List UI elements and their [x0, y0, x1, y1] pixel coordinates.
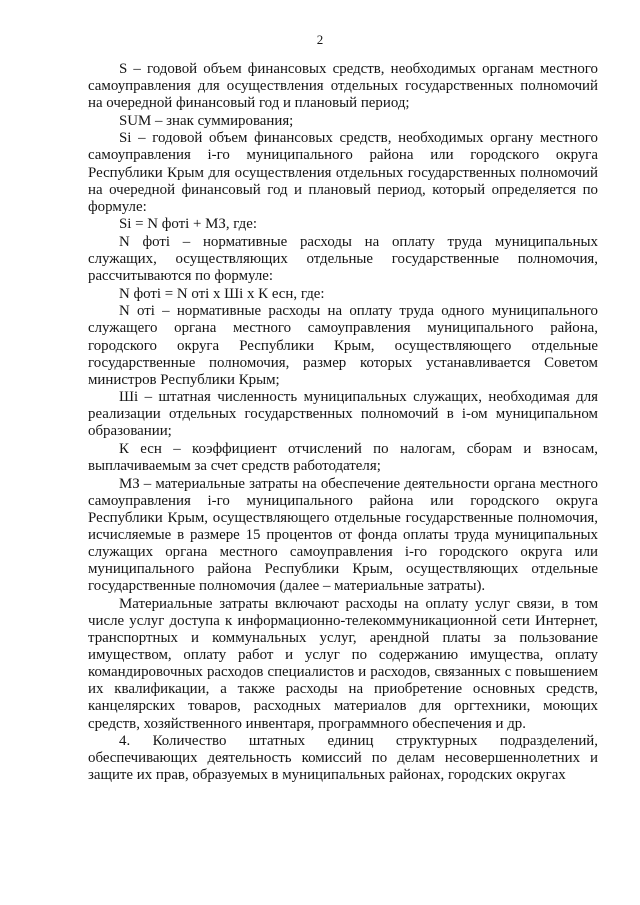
paragraph-mz-definition: МЗ – материальные затраты на обеспечение деятельности органа местного самоуправления i-го муниципального района или городского округа Республики Крым, осуществляющего отдельные государственные полномочия, исчисляемые в размере 15 процентов от фонда оплаты труда муниципальных служащих органа местного самоуправления i-го городского округа или муниципального района Республики Крым, осуществляющих отдельные государственные полномочия (далее – материальные затраты).	[88, 475, 598, 595]
paragraph-sum-definition: SUM – знак суммирования;	[119, 112, 294, 129]
paragraph-n-oti-definition: N оті – нормативные расходы на оплату труда одного муниципального служащего органа местного самоуправления муниципального района, городского округа Республики Крым, осуществляющего отдельные государственные полномочия, размер которых устанавливается Советом министров Республики Крым;	[88, 303, 598, 388]
paragraph-n-foti-definition: N фоті – нормативные расходы на оплату труда муниципальных служащих, осуществляющих отдельные государственные полномочия, рассчитываются по формуле:	[88, 233, 598, 285]
paragraph-s-definition: S – годовой объем финансовых средств, необходимых органам местного самоуправления для осуществления отдельных государственных полномочий на очередной финансовый год и плановый период;	[88, 61, 598, 112]
paragraph-material-costs: Материальные затраты включают расходы на оплату услуг связи, в том числе услуг доступа к информационно-телекоммуникационной сети Интернет, транспортных и коммунальных услуг, арендной платы за пользование имуществом, оплату работ и услуг по содержанию имущества, оплату командировочных расходов специалистов и расходов, связанных с повышением их квалификации, а также расходы на приобретение основных средств, канцелярских товаров, расходных материалов для оргтехники, моющих средств, хозяйственного инвентаря, программного обеспечения и др.	[88, 595, 598, 732]
paragraph-shi-definition: Ші – штатная численность муниципальных служащих, необходимая для реализации отдельных государственных полномочий в i-ом муниципальном образовании;	[88, 389, 598, 440]
page-number: 2	[316, 32, 324, 47]
paragraph-n-foti-formula: N фоті = N оті х Ші х К есн, где:	[119, 285, 325, 302]
paragraph-si-definition: Si – годовой объем финансовых средств, необходимых органу местного самоуправления i-го муниципального района или городского округа Республики Крым для осуществления отдельных государственных полномочий на очередной финансовый год и плановый период, который определяется по формуле:	[88, 130, 598, 215]
document-body	[88, 61, 598, 785]
paragraph-k-esn-definition: К есн – коэффициент отчислений по налогам, сборам и взносам, выплачиваемым за счет средств работодателя;	[88, 441, 598, 475]
paragraph-item-4: 4. Количество штатных единиц структурных подразделений, обеспечивающих деятельность комиссий по делам несовершеннолетних и защите их прав, образуемых в муниципальных районах, городских округах	[88, 733, 598, 784]
paragraph-si-formula: Si = N фоті + МЗ, где:	[119, 216, 257, 233]
